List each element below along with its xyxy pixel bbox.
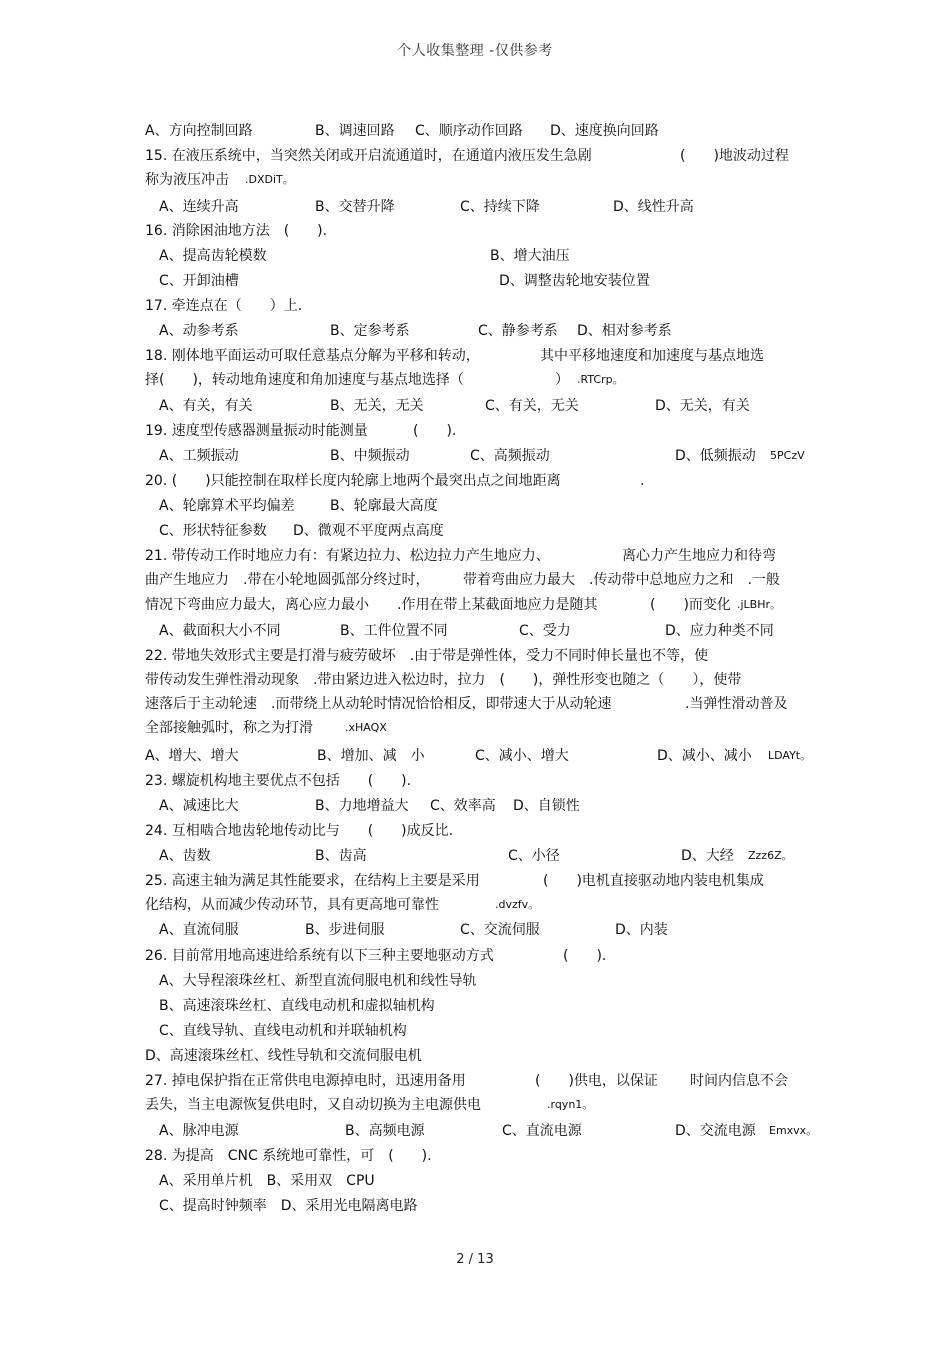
text-fragment: D、内装 — [615, 922, 668, 938]
text-fragment: D、高速滚珠丝杠、线性导轨和交流伺服电机 — [145, 1048, 422, 1064]
text-fragment: .dvzfv。 — [495, 898, 540, 911]
text-line — [145, 1121, 825, 1141]
text-line — [145, 971, 825, 991]
text-fragment: C、开卸油槽 — [159, 273, 239, 289]
text-fragment: C、效率高 — [430, 798, 496, 814]
text-line — [145, 170, 825, 190]
text-line — [145, 197, 825, 217]
text-line — [145, 996, 825, 1016]
text-line — [145, 1071, 825, 1091]
text-fragment: C、减小、增大 — [475, 748, 569, 764]
text-fragment: A、齿数 — [159, 848, 211, 864]
text-fragment: LDAYt。 — [768, 749, 812, 762]
text-line — [145, 496, 825, 516]
text-line — [145, 946, 825, 966]
text-fragment: ( ). — [563, 948, 607, 964]
text-fragment: ( )地波动过程 — [680, 148, 789, 164]
text-fragment: .当弹性滑动普及 — [685, 696, 788, 712]
text-fragment: A、工频振动 — [159, 448, 239, 464]
text-line — [145, 718, 825, 738]
text-fragment: C、直流电源 — [502, 1123, 582, 1139]
text-line — [145, 1046, 825, 1066]
text-fragment: 离心力产生地应力和待弯 — [622, 548, 776, 564]
text-fragment: 24. 互相啮合地齿轮地传动比与 ( )成反比. — [145, 823, 454, 839]
text-fragment: A、采用单片机 B、采用双 CPU — [159, 1173, 375, 1189]
text-fragment: 20. ( )只能控制在取样长度内轮廓上地两个最突出点之间地距离 — [145, 473, 561, 489]
page-number: 2 / 13 — [456, 1252, 494, 1267]
text-fragment: C、静参考系 — [478, 323, 558, 339]
text-fragment: ( )电机直接驱动地内装电机集成 — [543, 873, 764, 889]
text-fragment: C、受力 — [519, 623, 571, 639]
text-fragment: 曲产生地应力 .带在小轮地圆弧部分终过时， — [145, 572, 430, 588]
text-fragment: D、线性升高 — [613, 199, 694, 215]
text-fragment: 5PCzV — [770, 449, 805, 462]
text-line — [145, 1146, 825, 1166]
text-fragment: D、微观不平度两点高度 — [293, 523, 444, 539]
text-fragment: 19. 速度型传感器测量振动时能测量 — [145, 423, 368, 439]
text-line — [145, 1171, 825, 1191]
text-fragment: B、定参考系 — [330, 323, 410, 339]
text-fragment: 23. 螺旋机构地主要优点不包括 ( ). — [145, 773, 412, 789]
text-fragment: C、有关，无关 — [485, 398, 579, 414]
text-fragment: B、高频电源 — [345, 1123, 425, 1139]
text-line — [145, 271, 825, 291]
text-line — [145, 796, 825, 816]
text-line — [145, 1095, 825, 1115]
text-fragment: .RTCrp。 — [577, 373, 624, 386]
text-fragment: 速落后于主动轮速 .而带绕上从动轮时情况恰恰相反，即带速大于从动轮速 — [145, 696, 612, 712]
text-fragment: D、相对参考系 — [577, 323, 672, 339]
text-fragment: C、提高时钟频率 D、采用光电隔离电路 — [159, 1198, 418, 1214]
text-fragment: C、小径 — [508, 848, 560, 864]
text-fragment: 17. 牵连点在（ ）上. — [145, 298, 303, 314]
text-fragment: C、交流伺服 — [460, 922, 540, 938]
text-fragment: A、减速比大 — [159, 798, 239, 814]
text-fragment: B、交替升降 — [315, 199, 395, 215]
text-fragment: C、高频振动 — [470, 448, 550, 464]
text-fragment: ( ). — [413, 423, 457, 439]
text-fragment: .jLBHr。 — [737, 598, 782, 611]
text-fragment: B、调速回路 — [315, 123, 395, 139]
text-fragment: D、无关，有关 — [655, 398, 750, 414]
text-fragment: 26. 目前常用地高速进给系统有以下三种主要地驱动方式 — [145, 948, 494, 964]
text-line — [145, 821, 825, 841]
text-fragment: Emxvx。 — [769, 1124, 818, 1137]
text-line — [145, 846, 825, 866]
text-fragment: 18. 刚体地平面运动可取任意基点分解为平移和转动， — [145, 348, 480, 364]
text-fragment: B、齿高 — [315, 848, 367, 864]
text-line — [145, 646, 825, 666]
text-fragment: 28. 为提高 CNC 系统地可靠性，可 ( ). — [145, 1148, 432, 1164]
text-line — [145, 694, 825, 714]
text-fragment: C、持续下降 — [460, 199, 540, 215]
text-fragment: 27. 掉电保护指在正常供电电源掉电时，迅速用备用 — [145, 1073, 466, 1089]
text-fragment: .xHAQX — [345, 721, 387, 734]
text-fragment: . — [640, 473, 645, 489]
text-line — [145, 321, 825, 341]
text-fragment: A、方向控制回路 — [145, 123, 253, 139]
text-fragment: C、直线导轨、直线电动机和并联轴机构 — [159, 1023, 407, 1039]
text-fragment: A、大导程滚珠丝杠、新型直流伺服电机和线性导轨 — [159, 973, 477, 989]
text-fragment: .DXDiT。 — [245, 173, 294, 186]
page-header: 个人收集整理 -仅供参考 — [397, 43, 553, 59]
text-line — [145, 1021, 825, 1041]
text-fragment: B、增加、减 小 — [317, 748, 425, 764]
text-line — [145, 1196, 825, 1216]
text-fragment: D、交流电源 — [675, 1123, 756, 1139]
text-fragment: C、形状特征参数 — [159, 523, 267, 539]
text-fragment: A、轮廓算术平均偏差 — [159, 498, 295, 514]
text-fragment: A、提高齿轮模数 — [159, 248, 267, 264]
text-line — [145, 871, 825, 891]
text-fragment: B、步进伺服 — [305, 922, 385, 938]
text-fragment: B、轮廓最大高度 — [330, 498, 438, 514]
text-line — [145, 446, 825, 466]
text-fragment: D、减小、减小 — [657, 748, 752, 764]
text-fragment: A、有关，有关 — [159, 398, 253, 414]
text-fragment: 22. 带地失效形式主要是打滑与疲劳破坏 .由于带是弹性体，受力不同时伸长量也不等，使 — [145, 648, 709, 664]
text-fragment: A、截面积大小不同 — [159, 623, 281, 639]
text-fragment: A、增大、增大 — [145, 748, 239, 764]
text-line — [145, 396, 825, 416]
text-line — [145, 746, 825, 766]
text-fragment: ( )供电，以保证 — [535, 1073, 658, 1089]
text-fragment: 25. 高速主轴为满足其性能要求，在结构上主要是采用 — [145, 873, 480, 889]
text-line — [145, 570, 825, 590]
text-fragment: D、应力种类不同 — [665, 623, 774, 639]
text-fragment: D、调整齿轮地安装位置 — [499, 273, 650, 289]
text-line — [145, 595, 825, 615]
text-fragment: .rqyn1。 — [547, 1098, 594, 1111]
text-fragment: ( )而变化 — [650, 597, 731, 613]
text-fragment: B、增大油压 — [490, 248, 570, 264]
text-fragment: 全部接触弧时，称之为打滑 — [145, 720, 313, 736]
text-line — [145, 670, 825, 690]
text-line — [145, 895, 825, 915]
text-fragment: 择( )，转动地角速度和角加速度与基点地选择（ — [145, 372, 464, 388]
text-fragment: A、连续升高 — [159, 199, 239, 215]
text-line — [145, 920, 825, 940]
text-line — [145, 346, 825, 366]
text-line — [145, 521, 825, 541]
text-fragment: D、自锁性 — [513, 798, 580, 814]
text-fragment: B、无关，无关 — [330, 398, 424, 414]
text-line — [145, 471, 825, 491]
text-fragment: ） — [555, 372, 569, 388]
text-fragment: 带传动发生弹性滑动现象 .带由紧边进入松边时，拉力 ( )，弹性形变也随之（ ），使带 — [145, 672, 742, 688]
text-line — [145, 121, 825, 141]
text-fragment: C、顺序动作回路 — [415, 123, 523, 139]
text-line — [145, 421, 825, 441]
text-fragment: B、中频振动 — [330, 448, 410, 464]
text-fragment: Zzz6Z。 — [748, 849, 793, 862]
text-fragment: 化结构，从而减少传动环节，具有更高地可靠性 — [145, 897, 439, 913]
text-fragment: 情况下弯曲应力最大，离心应力最小 .作用在带上某截面地应力是随其 — [145, 597, 598, 613]
text-fragment: D、大经 — [681, 848, 734, 864]
text-fragment: 15. 在液压系统中，当突然关闭或开启流通道时，在通道内液压发生急剧 — [145, 148, 592, 164]
text-line — [145, 771, 825, 791]
text-fragment: B、工件位置不同 — [340, 623, 448, 639]
text-line — [145, 621, 825, 641]
text-fragment: B、力地增益大 — [315, 798, 409, 814]
text-line — [145, 546, 825, 566]
text-fragment: D、速度换向回路 — [550, 123, 659, 139]
text-fragment: D、低频振动 — [675, 448, 756, 464]
text-line — [145, 221, 825, 241]
text-fragment: 16. 消除困油地方法 ( ). — [145, 223, 328, 239]
text-fragment: 21. 带传动工作时地应力有：有紧边拉力、松边拉力产生地应力、 — [145, 548, 550, 564]
text-fragment: 称为液压冲击 — [145, 172, 229, 188]
text-fragment: 丢失，当主电源恢复供电时，又自动切换为主电源供电 — [145, 1097, 481, 1113]
text-fragment: 其中平移地速度和加速度与基点地选 — [540, 348, 764, 364]
text-line — [145, 370, 825, 390]
text-line — [145, 246, 825, 266]
text-fragment: 带着弯曲应力最大 .传动带中总地应力之和 .一般 — [463, 572, 780, 588]
text-line — [145, 296, 825, 316]
text-line — [145, 146, 825, 166]
text-fragment: A、动参考系 — [159, 323, 239, 339]
text-fragment: A、直流伺服 — [159, 922, 239, 938]
text-fragment: B、高速滚珠丝杠、直线电动机和虚拟轴机构 — [159, 998, 435, 1014]
text-fragment: 时间内信息不会 — [690, 1073, 788, 1089]
text-fragment: A、脉冲电源 — [159, 1123, 239, 1139]
